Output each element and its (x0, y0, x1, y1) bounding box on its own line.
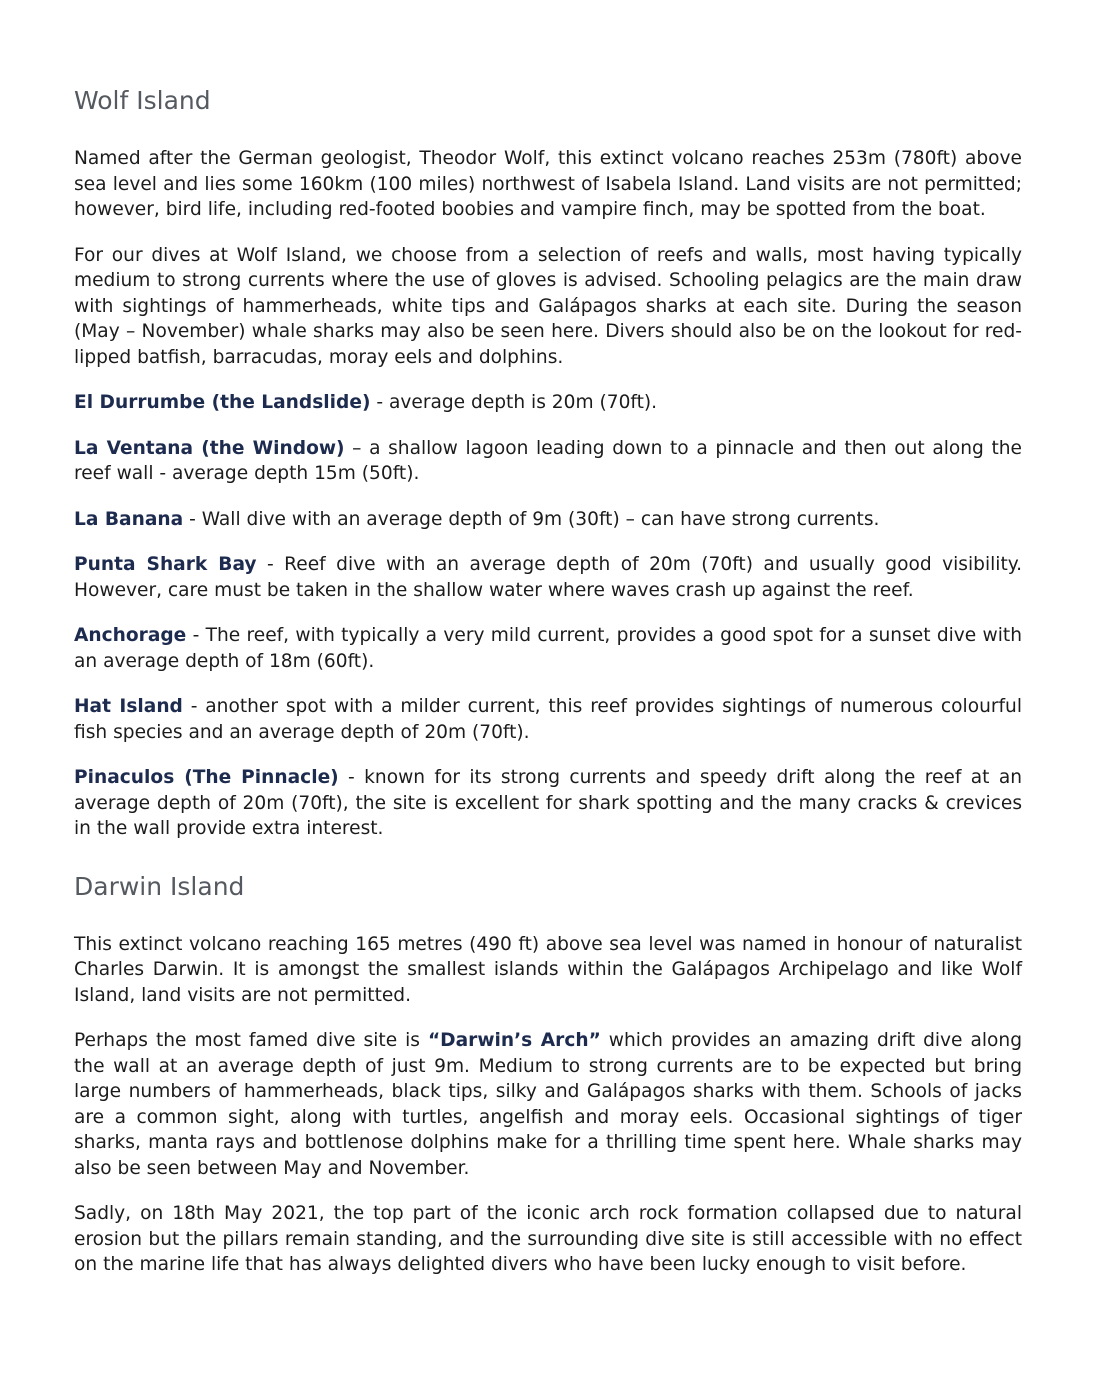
dive-site-hat-island (74, 694, 1022, 745)
dive-site-description: - The reef, with typically a very mild current, provides a good spot for a sunset dive with an average depth of 18m (60ft). (74, 625, 1022, 672)
dive-site-name: Anchorage (74, 625, 187, 646)
dive-site-description: - average depth is 20m (70ft). (370, 392, 658, 413)
dive-site-name: Punta Shark Bay (74, 554, 257, 575)
dive-site-punta-shark-bay (74, 552, 1022, 603)
dive-site-la-ventana (74, 436, 1022, 487)
dive-site-name: La Ventana (the Window) (74, 437, 345, 459)
dive-site-name: La Banana (74, 508, 184, 530)
dive-site-description: - another spot with a milder current, this reef provides sightings of numerous colourful fish species and an average depth of 20m (70ft). (74, 696, 1022, 743)
document-page (74, 86, 1022, 1298)
dive-site-anchorage (74, 623, 1022, 674)
dive-site-description: - known for its strong currents and speedy drift along the reef at an average depth of 20m (70ft), the site is excellent for shark spotting and the many cracks & crevices in the wall provide extra interest. (74, 767, 1022, 839)
paragraph-darwins-arch (74, 1028, 1022, 1181)
dive-site-description: - Wall dive with an average depth of 9m (30ft) – can have strong currents. (183, 508, 880, 530)
dive-site-name: Hat Island (74, 696, 183, 717)
darwins-arch-name: “Darwin’s Arch” (427, 1030, 601, 1051)
dive-site-description: - Reef dive with an average depth of 20m (70ft) and usually good visibility. However, care must be taken in the shallow water where waves crash up against the reef. (74, 554, 1022, 601)
paragraph-wolf-intro: Named after the German geologist, Theodor Wolf, this extinct volcano reaches 253m (780ft) above sea level and lies some 160km (100 miles) northwest of Isabela Island. Land visits are not permitted; however, bird life, including red-footed boobies and vampire finch, may be spotted from the boat. (74, 148, 1022, 220)
paragraph-darwin-intro: This extinct volcano reaching 165 metres (490 ft) above sea level was named in honour of naturalist Charles Darwin. It is amongst the smallest islands within the Galápagos Archipelago and like Wolf Island, land visits are not permitted. (74, 933, 1022, 1006)
section-heading-darwin-island: Darwin Island (74, 871, 245, 901)
paragraph-arch-collapse: Sadly, on 18th May 2021, the top part of the iconic arch rock formation collapsed due to natural erosion but the pillars remain standing, and the surrounding dive site is still accessible with no effect on the marine life that has always delighted divers who have been lucky enough to visit before. (74, 1203, 1022, 1275)
arch-text-before: Perhaps the most famed dive site is (74, 1030, 428, 1051)
dive-site-el-durrumbe (74, 390, 1022, 416)
dive-site-la-banana (74, 507, 1022, 533)
paragraph-wolf-dives: For our dives at Wolf Island, we choose from a selection of reefs and walls, most having typically medium to strong currents where the use of gloves is advised. Schooling pelagics are the main draw with sightings of hammerheads, white tips and Galápagos sharks at each site. During the season (May – November) whale sharks may also be seen here. Divers should also be on the lookout for red-lipped batfish, barracudas, moray eels and dolphins. (74, 244, 1022, 368)
dive-site-name: Pinaculos (The Pinnacle) (74, 767, 339, 788)
dive-site-description: – a shallow lagoon leading down to a pinnacle and then out along the reef wall - average depth 15m (50ft). (74, 437, 1023, 484)
dive-site-name: El Durrumbe (the Landslide) (74, 392, 371, 413)
section-heading-wolf-island: Wolf Island (74, 86, 211, 115)
arch-text-after: which provides an amazing drift dive along the wall at an average depth of just 9m. Medium to strong currents are to be expected but bring large numbers of hammerheads, black tips, silky and Galápagos sharks with them. Schools of jacks are a common sight, along with turtles, angelfish and moray eels. Occasional sightings of tiger sharks, manta rays and bottlenose dolphins make for a thrilling time spent here. Whale sharks may also be seen between May and November. (74, 1030, 1022, 1179)
dive-site-pinaculos (74, 765, 1022, 842)
